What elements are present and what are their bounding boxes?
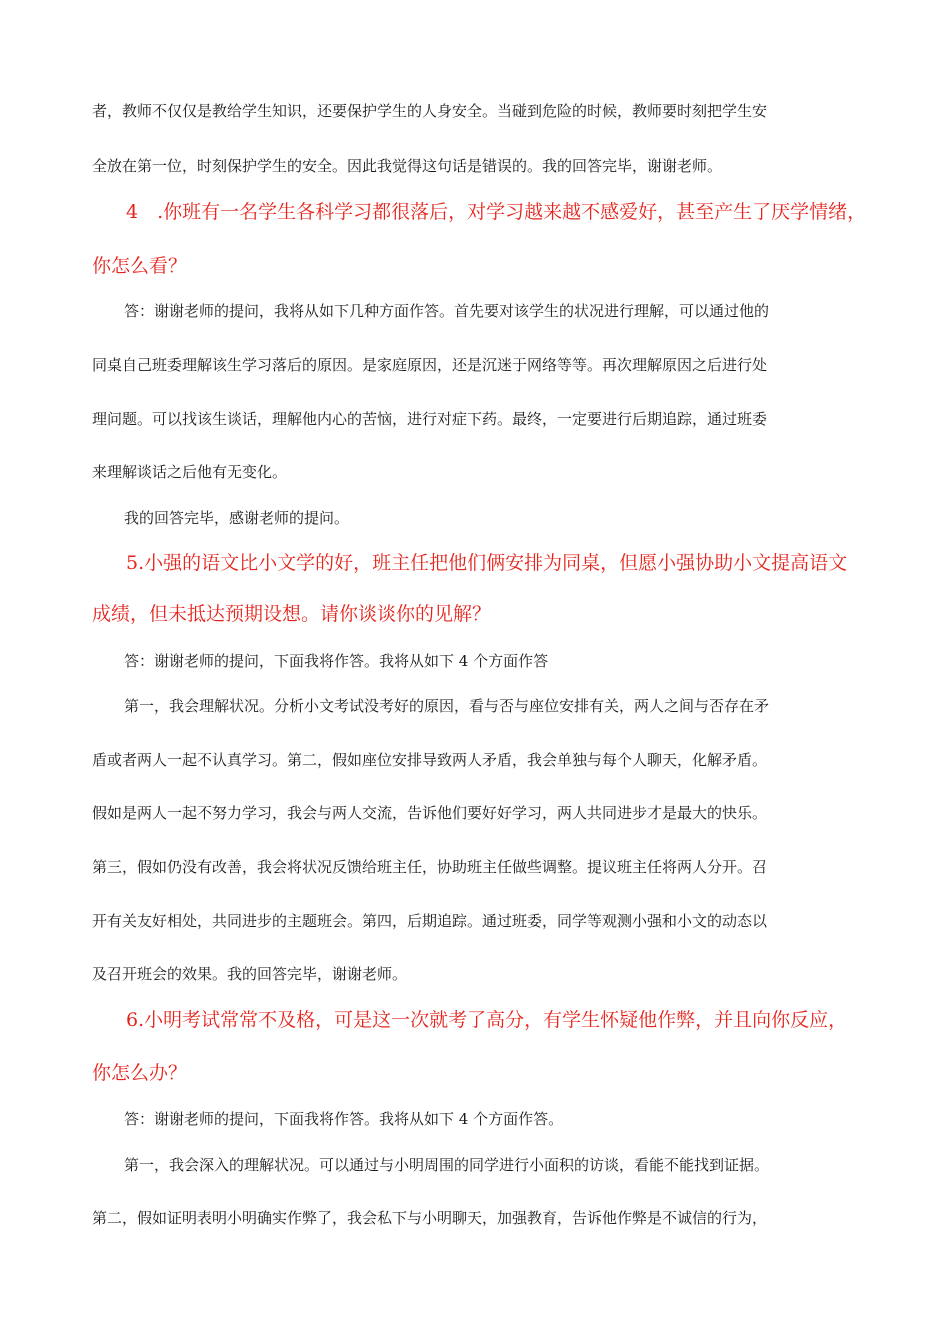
answer-line: 答：谢谢老师的提问，下面我将作答。我将从如下 4 个方面作答	[124, 652, 549, 670]
question-6-line: 你怎么办？	[92, 1062, 188, 1084]
question-4-line: 4 .你班有一名学生各科学习都很落后，对学习越来越不感爱好，甚至产生了厌学情绪，	[126, 201, 867, 223]
answer-line: 及召开班会的效果。我的回答完毕，谢谢老师。	[92, 965, 408, 983]
question-4-line: 你怎么看？	[92, 255, 188, 277]
answer-line: 理问题。可以找该生谈话，理解他内心的苦恼，进行对症下药。最终，一定要进行后期追踪，通过班委	[92, 410, 768, 428]
answer-line: 来理解谈话之后他有无变化。	[92, 463, 288, 481]
answer-line: 答：谢谢老师的提问，我将从如下几种方面作答。首先要对该学生的状况进行理解，可以通过他的	[124, 302, 770, 320]
answer-line: 开有关友好相处，共同进步的主题班会。第四，后期追踪。通过班委，同学等观测小强和小文的动态以	[92, 912, 768, 930]
answer-line: 我的回答完毕，感谢老师的提问。	[124, 509, 350, 527]
answer-line: 第一，我会理解状况。分析小文考试没考好的原因，看与否与座位安排有关，两人之间与否存在矛	[124, 697, 770, 715]
question-5-line: 5.小强的语文比小文学的好，班主任把他们俩安排为同桌，但愿小强协助小文提高语文	[126, 552, 848, 574]
answer-line: 假如是两人一起不努力学习，我会与两人交流，告诉他们要好好学习，两人共同进步才是最大的快乐。	[92, 804, 768, 822]
answer-line: 者，教师不仅仅是教给学生知识，还要保护学生的人身安全。当碰到危险的时候，教师要时刻把学生安	[92, 102, 768, 120]
question-5-line: 成绩，但未抵达预期设想。请你谈谈你的见解？	[92, 603, 492, 625]
question-6-line: 6.小明考试常常不及格，可是这一次就考了高分，有学生怀疑他作弊，并且向你反应，	[126, 1009, 848, 1031]
answer-line: 答：谢谢老师的提问，下面我将作答。我将从如下 4 个方面作答。	[124, 1110, 564, 1128]
answer-line: 第二，假如证明表明小明确实作弊了，我会私下与小明聊天，加强教育，告诉他作弊是不诚信的行为，	[92, 1209, 768, 1227]
answer-line: 盾或者两人一起不认真学习。第二，假如座位安排导致两人矛盾，我会单独与每个人聊天，化解矛盾。	[92, 751, 768, 769]
answer-line: 第一，我会深入的理解状况。可以通过与小明周围的同学进行小面积的访谈，看能不能找到证据。	[124, 1156, 770, 1174]
answer-line: 全放在第一位，时刻保护学生的安全。因此我觉得这句话是错误的。我的回答完毕，谢谢老师。	[92, 157, 723, 175]
answer-line: 第三，假如仍没有改善，我会将状况反馈给班主任，协助班主任做些调整。提议班主任将两人分开。召	[92, 858, 768, 876]
answer-line: 同桌自己班委理解该生学习落后的原因。是家庭原因，还是沉迷于网络等等。再次理解原因之后进行处	[92, 356, 768, 374]
